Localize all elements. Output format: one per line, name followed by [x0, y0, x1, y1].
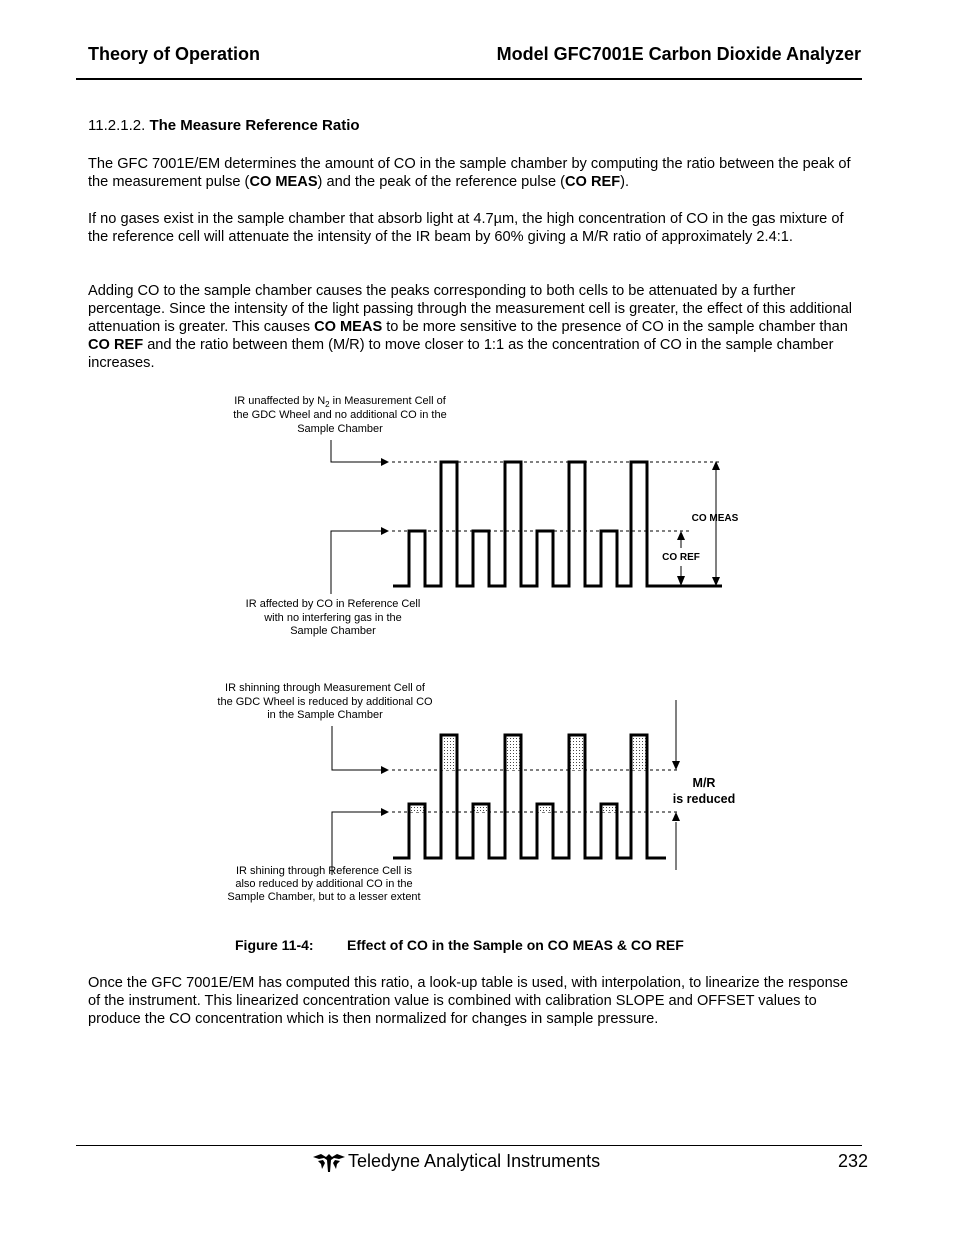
section-title: The Measure Reference Ratio [149, 117, 360, 134]
bottom-label-measure-line1: IR shinning through Measurement Cell of [225, 682, 425, 694]
mr-arrow-up-head [672, 812, 680, 821]
bottom-label-measure-line3: in the Sample Chamber [267, 709, 383, 721]
p1-bold-1: CO MEAS [249, 174, 318, 190]
co-ref-arrow-up-head [677, 531, 685, 540]
figure-caption-title: Effect of CO in the Sample on CO MEAS & CO REF [347, 937, 684, 953]
header-section-title: Theory of Operation [88, 44, 261, 64]
p3-bold-1: CO MEAS [314, 319, 383, 335]
paragraph-1 [88, 155, 863, 191]
footer-page-number: 232 [838, 1151, 869, 1171]
paragraph-4: Once the GFC 7001E/EM has computed this ratio, a look-up table is used, with interpolation, to linearize the response of the instrument. This linearized concentration value is combined with calibration SLOPE and OFFSET values to produce the CO concentration which is then normalized for changes in sample pressure. [88, 975, 849, 1027]
co-meas-label: CO MEAS [691, 513, 739, 524]
top-label-reference-line1: IR affected by CO in Reference Cell [245, 598, 421, 610]
p3-text-1: Adding CO to the sample chamber causes the peaks corresponding to both cells to be attenuated by a further percentage. Since the intensity of the light passing through the measurement cell is greater, the effect of this additional attenuation is greater. This causes [88, 283, 852, 335]
paragraph-2: If no gases exist in the sample chamber that absorb light at 4.7µm, the high concentration of CO in the gas mixture of the reference cell will attenuate the intensity of the IR beam by 60% giving a M/R ratio of approximately 2.4:1. [88, 211, 844, 245]
teledyne-logo-icon [312, 1151, 346, 1173]
bottom-measure-leader [332, 726, 388, 770]
bottom-pulse-waveform [393, 735, 666, 858]
top-label-reference-line3: Sample Chamber [290, 625, 376, 637]
top-label-measure-line2: the GDC Wheel and no additional CO in the [233, 409, 447, 421]
section-heading [88, 117, 360, 134]
header-rule [76, 78, 862, 80]
mr-arrow-down-head [672, 761, 680, 770]
mr-label-line1: M/R [692, 776, 716, 790]
footer-company: Teledyne Analytical Instruments [348, 1151, 601, 1171]
figure-pulse-diagram [0, 380, 954, 920]
bottom-reduction-caps [409, 735, 647, 812]
top-pulse-waveform [393, 462, 722, 586]
footer-rule [76, 1145, 862, 1146]
p1-text-3: ). [620, 174, 630, 190]
section-number: 11.2.1.2. [88, 117, 146, 134]
bottom-label-reference-line3: Sample Chamber, but to a lesser extent [227, 891, 421, 903]
p1-text-1: The GFC 7001E/EM determines the amount of CO in the sample chamber by computing the ratio between the peak of the measurement pulse ( [88, 156, 851, 190]
p3-text-3: and the ratio between them (M/R) to move closer to 1:1 as the concentration of CO in the sample chamber increases. [88, 337, 834, 371]
top-measure-leader [331, 440, 388, 462]
co-ref-label: CO REF [662, 552, 700, 563]
bottom-label-measure-line2: the GDC Wheel is reduced by additional CO [217, 696, 433, 708]
p1-text-2: ) and the peak of the reference pulse ( [317, 174, 565, 190]
p1-bold-2: CO REF [565, 174, 621, 190]
bottom-label-reference-line2: also reduced by additional CO in the [235, 878, 413, 890]
figure-caption [235, 937, 684, 953]
mr-label-line2: is reduced [672, 792, 736, 806]
p3-bold-2: CO REF [88, 337, 144, 353]
figure-caption-number: Figure 11-4: [235, 937, 314, 953]
bottom-label-reference-line1: IR shining through Reference Cell is [235, 865, 413, 877]
header-document-title: Model GFC7001E Carbon Dioxide Analyzer [496, 44, 861, 64]
p3-text-2: to be more sensitive to the presence of CO in the sample chamber than [382, 319, 848, 335]
top-label-measure-line3: Sample Chamber [297, 423, 383, 435]
top-reference-leader [331, 531, 388, 594]
top-label-measure-line1: IR unaffected by $N_2$ in Measurement Cell of [234, 395, 446, 409]
top-label-reference-line2: with no interfering gas in the [264, 612, 402, 624]
paragraph-3 [88, 282, 863, 372]
